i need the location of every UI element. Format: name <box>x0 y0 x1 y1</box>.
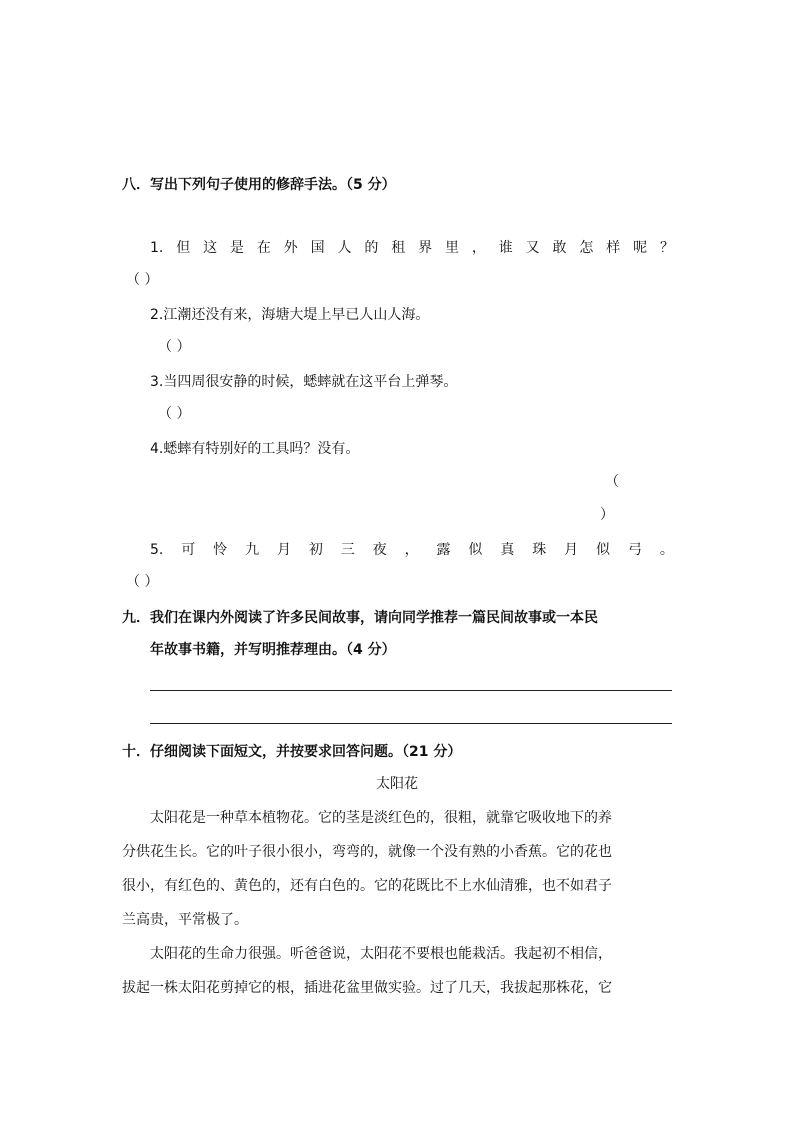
question-5-char: 似 <box>468 542 483 558</box>
passage-p2-line1: 太阳花的生命力很强。听爸爸说，太阳花不要根也能栽活。我起初不相信， <box>150 946 612 962</box>
answer-line-1[interactable] <box>150 690 672 691</box>
question-1-char: 这 <box>203 240 218 256</box>
passage-title: 太阳花 <box>376 776 418 792</box>
question-5-char: 可 <box>181 542 196 558</box>
question-1-char: 样 <box>606 240 621 256</box>
question-1-char: ？ <box>659 240 674 256</box>
question-5-char: 。 <box>659 542 674 558</box>
question-1-char: 是 <box>229 240 244 256</box>
question-4-blank-close[interactable]: ） <box>600 507 614 523</box>
question-1-char: 谁 <box>498 240 513 256</box>
question-1-char: 呢 <box>633 240 648 256</box>
question-5-char: 真 <box>500 542 515 558</box>
question-2-answer-blank[interactable]: （ ） <box>158 339 191 355</box>
section-8-heading: 八．写出下列句子使用的修辞手法。（5 分） <box>122 177 396 193</box>
section-10-heading: 十．仔细阅读下面短文，并按要求回答问题。（21 分） <box>122 744 462 760</box>
answer-line-2[interactable] <box>150 723 672 724</box>
question-1-char: 的 <box>364 240 379 256</box>
question-1-char: 租 <box>391 240 406 256</box>
question-5-char: 怜 <box>213 542 228 558</box>
question-1-char: 又 <box>525 240 540 256</box>
question-1-char: 外 <box>283 240 298 256</box>
question-1-char: 1. <box>150 240 164 256</box>
question-5-char: 三 <box>340 542 355 558</box>
question-5-char: 5. <box>150 542 164 558</box>
question-1-answer-blank[interactable]: （ ） <box>126 272 159 288</box>
question-5-char: ， <box>404 542 419 558</box>
section-9-heading-line1: 九．我们在课内外阅读了许多民间故事，请向同学推荐一篇民间故事或一本民 <box>122 610 598 626</box>
question-1-char: 在 <box>256 240 271 256</box>
question-2-sentence: 2.江潮还没有来，海塘大堤上早已人山人海。 <box>150 307 430 323</box>
question-4-sentence: 4.蟋蟀有特别好的工具吗？没有。 <box>150 441 360 457</box>
question-5-char: 珠 <box>532 542 547 558</box>
question-5-char: 露 <box>436 542 451 558</box>
question-1-sentence <box>150 238 674 258</box>
question-1-char: 敢 <box>552 240 567 256</box>
question-1-char: 里 <box>444 240 459 256</box>
question-1-char: 人 <box>337 240 352 256</box>
question-5-char: 九 <box>245 542 260 558</box>
question-1-char: 但 <box>176 240 191 256</box>
question-5-char: 似 <box>596 542 611 558</box>
question-5-sentence <box>150 540 674 560</box>
passage-p1-line2: 分供花生长。它的叶子很小很小，弯弯的，就像一个没有熟的小香蕉。它的花也 <box>122 844 612 860</box>
question-5-char: 月 <box>564 542 579 558</box>
question-5-char: 月 <box>276 542 291 558</box>
passage-p1-line3: 很小，有红色的、黄色的，还有白色的。它的花既比不上水仙清雅，也不如君子 <box>122 878 612 894</box>
question-1-char: 怎 <box>579 240 594 256</box>
question-5-answer-blank[interactable]: （ ） <box>126 574 159 590</box>
question-3-sentence: 3.当四周很安静的时候，蟋蟀就在这平台上弹琴。 <box>150 374 458 390</box>
passage-p1-line4: 兰高贵，平常极了。 <box>122 912 248 928</box>
question-3-answer-blank[interactable]: （ ） <box>158 406 191 422</box>
question-5-char: 弓 <box>627 542 642 558</box>
passage-p1-line1: 太阳花是一种草本植物花。它的茎是淡红色的，很粗，就靠它吸收地下的养 <box>150 810 612 826</box>
question-1-char: 国 <box>310 240 325 256</box>
question-1-char: 界 <box>418 240 433 256</box>
question-1-char: ， <box>471 240 486 256</box>
passage-p2-line2: 拔起一株太阳花剪掉它的根，插进花盆里做实验。过了几天，我拔起那株花，它 <box>122 980 612 996</box>
question-5-char: 夜 <box>372 542 387 558</box>
question-4-blank-open[interactable]: （ <box>605 474 619 490</box>
question-5-char: 初 <box>308 542 323 558</box>
section-9-heading-line2: 年故事书籍，并写明推荐理由。（4 分） <box>150 642 396 658</box>
